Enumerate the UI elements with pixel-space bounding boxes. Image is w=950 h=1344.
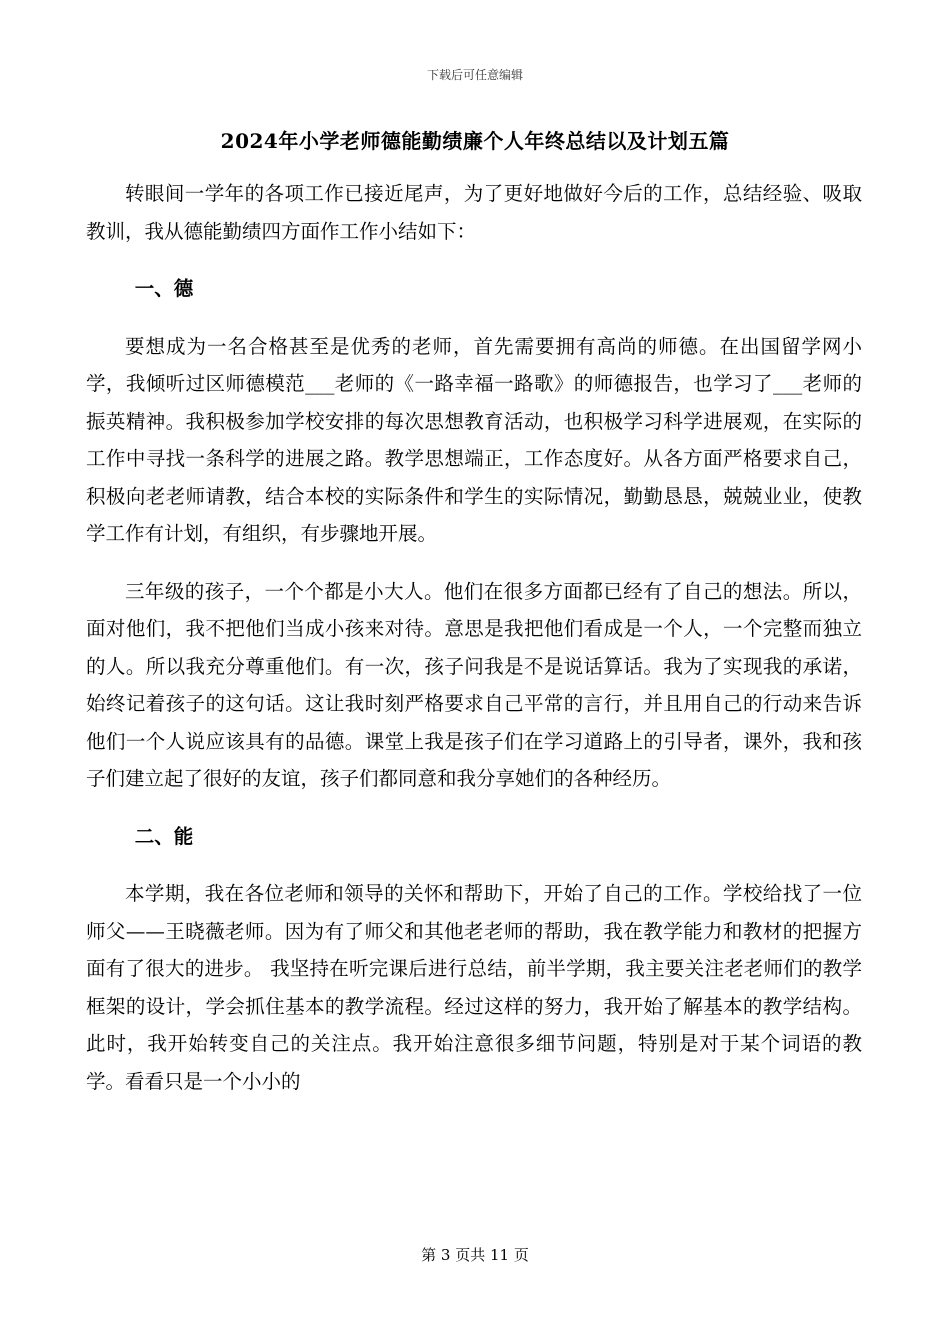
section1-paragraph-1: 要想成为一名合格甚至是优秀的老师，首先需要拥有高尚的师德。在出国留学网小学，我倾听过区师德模范___老师的《一路幸福一路歌》的师德报告，也学习了___老师的振英精神。我积极参加学校安排的每次思想教育活动，也积极学习科学进展观，在实际的工作中寻找一条科学的进展之路。教学思想端正，工作态度好。从各方面严格要求自己，积极向老老师请教，结合本校的实际条件和学生的实际情况，勤勤恳恳，兢兢业业，使教学工作有计划，有组织，有步骤地开展。 <box>86 334 862 545</box>
page-header-note: 下载后可任意编辑 <box>426 68 523 82</box>
section-heading-neng: 二、能 <box>134 824 194 848</box>
section2-paragraph-1: 本学期，我在各位老师和领导的关怀和帮助下，开始了自己的工作。学校给找了一位师父——王晓薇老师。因为有了师父和其他老老师的帮助，我在教学能力和教材的把握方面有了很大的进步。 我坚持在听完课后进行总结，前半学期，我主要关注老老师们的教学框架的设计，学会抓住基本的教学流程。经过这样的努力，我开始了解基本的教学结构。此时，我开始转变自己的关注点。我开始注意很多细节问题，特别是对于某个词语的教学。看看只是一个小小的 <box>86 882 862 1093</box>
document-title: 2024年小学老师德能勤绩廉个人年终总结以及计划五篇 <box>220 129 730 153</box>
intro-paragraph: 转眼间一学年的各项工作已接近尾声，为了更好地做好今后的工作，总结经验、吸取教训，我从德能勤绩四方面作工作小结如下： <box>86 182 862 243</box>
page-number-footer: 第 3 页共 11 页 <box>421 1246 529 1264</box>
document-body <box>86 175 862 1100</box>
section1-paragraph-2: 三年级的孩子，一个个都是小大人。他们在很多方面都已经有了自己的想法。所以，面对他们，我不把他们当成小孩来对待。意思是我把他们看成是一个人，一个完整而独立的人。所以我充分尊重他们。有一次，孩子问我是不是说话算话。我为了实现我的承诺，始终记着孩子的这句话。这让我时刻严格要求自己平常的言行，并且用自己的行动来告诉他们一个人说应该具有的品德。课堂上我是孩子们在学习道路上的引导者，课外，我和孩子们建立起了很好的友谊，孩子们都同意和我分享她们的各种经历。 <box>86 579 862 790</box>
section-heading-de: 一、德 <box>134 277 194 300</box>
